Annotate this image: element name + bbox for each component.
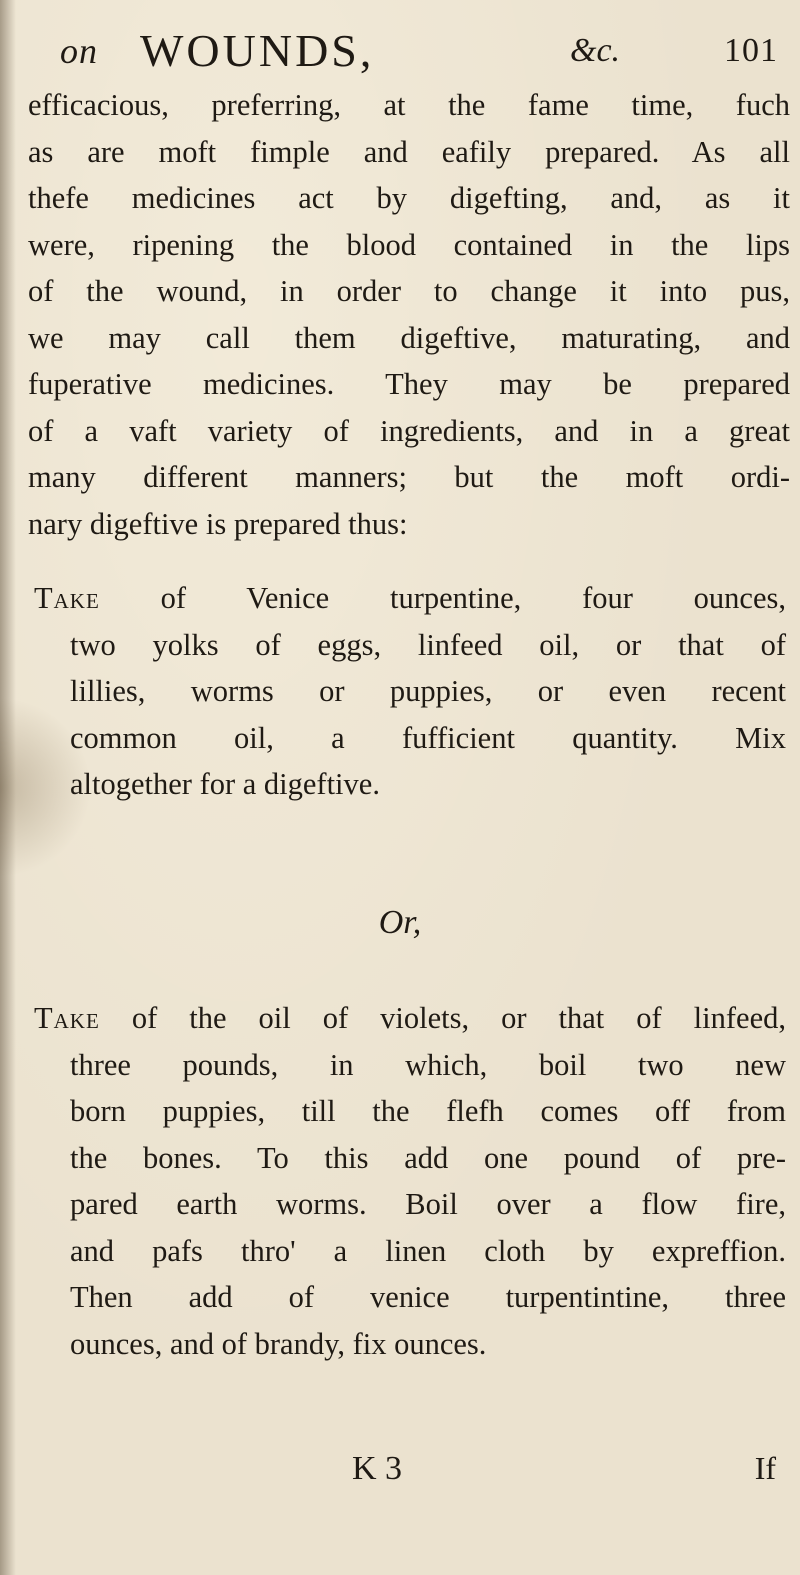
text-line: many different manners; but the moft ordi- [28,460,790,494]
text-line: as are moft fimple and eafily prepared. As all [28,134,790,169]
text-line: of Venice turpentine, four ounces, [160,581,787,615]
text-line: and pafs thro' a linen cloth by expreffion. [70,1233,786,1268]
text-line: of the oil of violets, or that of linfeed, [131,1001,786,1035]
body-paragraph [28,82,790,547]
text-line: nary digeftive is prepared thus: [28,506,408,541]
text-line: altogether for a digeftive. [70,767,380,801]
page-gutter [0,0,16,1575]
text-line: ounces, and of brandy, fix ounces. [70,1326,487,1361]
text-line: were, ripening the blood contained in the lips [28,227,790,262]
recipe-digestive [34,575,786,808]
text-line: Then add of venice turpentintine, three [70,1280,786,1314]
running-head [20,22,790,76]
text-line: we may call them digeftive, maturating, and [28,320,790,355]
page-footer [0,1450,800,1500]
running-head-title: WOUNDS, [140,25,375,76]
running-head-prefix: on [60,31,98,71]
text-line: lillies, worms or puppies, or even recent [70,674,786,708]
text-line: thefe medicines act by digefting, and, as it [28,181,790,215]
page-number: 101 [724,32,778,69]
text-line: two yolks of eggs, linfeed oil, or that of [70,627,786,662]
text-line: efficacious, preferring, at the fame time, fuch [28,88,790,122]
text-line: of a vaft variety of ingredients, and in a great [28,413,790,448]
text-line: three pounds, in which, boil two new [70,1047,786,1082]
text-line: pared earth worms. Boil over a flow fire, [70,1187,786,1221]
recipe-first-line [34,575,786,622]
take-word: Take [34,581,100,615]
text-line: born puppies, till the flefh comes off from [70,1094,786,1128]
or-separator: Or, [378,904,422,941]
text-line: fuperative medicines. They may be prepared [28,367,790,401]
text-line: the bones. To this add one pound of pre- [70,1140,786,1175]
text-line: of the wound, in order to change it into pus, [28,274,790,308]
recipe-first-line [34,995,786,1042]
signature-mark: K 3 [352,1450,403,1487]
take-word: Take [34,1001,100,1035]
text-line: common oil, a fufficient quantity. Mix [70,720,786,755]
recipe-alternative [34,995,786,1367]
running-head-etc: &c. [570,32,621,69]
catchword: If [754,1450,776,1486]
